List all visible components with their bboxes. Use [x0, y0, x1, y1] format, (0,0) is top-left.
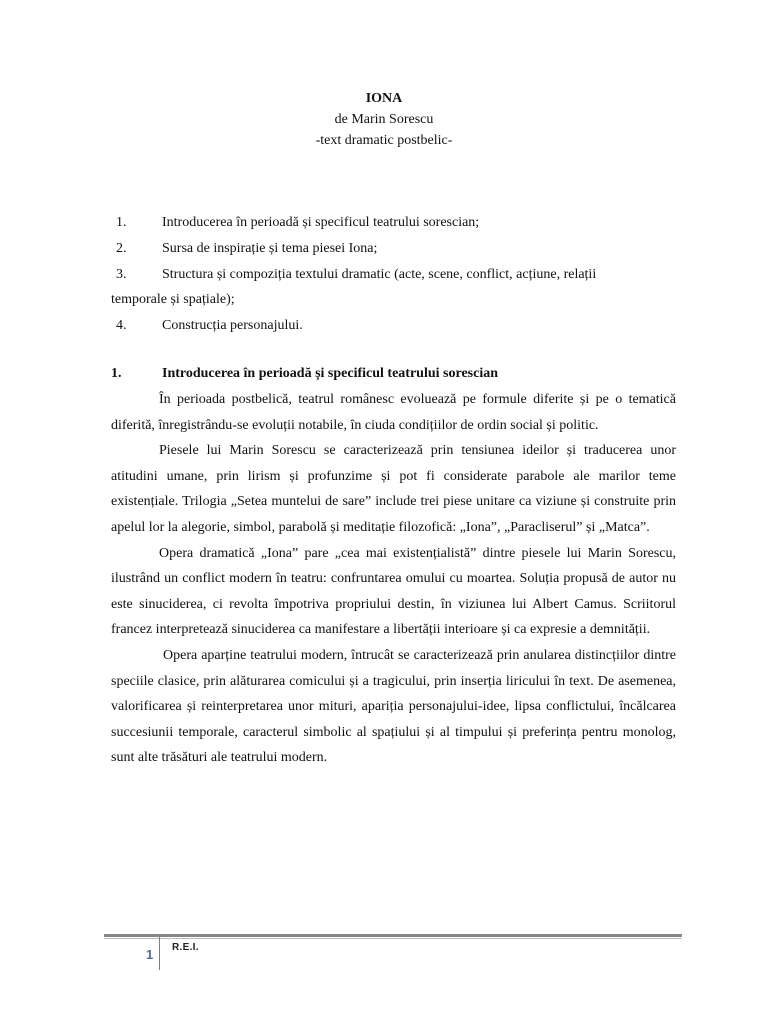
paragraph: Opera aparține teatrului modern, întrucât se caracterizează prin anularea distincțiilor dintre speciile clasice, prin alăturarea comicului și a tragicului, prin inserția liricului în text. De asemenea, valorificarea și reinterpretarea unor mituri, apariția personajului-idee, lipsa conflictului, încălcarea succesiunii temporale, caracterul simbolic al spațiului și al timpului și preferința pentru monolog, sunt alte trăsături ale teatrului modern. — [111, 647, 676, 766]
outline-item-text: Sursa de inspirație și tema piesei Iona; — [162, 241, 378, 256]
footer-divider-thin — [104, 938, 682, 939]
section-title: Introducerea în perioadă și specificul teatrului sorescian — [162, 366, 498, 381]
outline-item-number: 3. — [116, 267, 127, 282]
section-number: 1. — [111, 366, 122, 381]
outline-item-text: Structura și compoziția textului dramatic (acte, scene, conflict, acțiune, relații — [162, 267, 597, 282]
outline-item-continuation: temporale și spațiale); — [111, 292, 235, 307]
outline-item — [111, 236, 676, 262]
document-author: de Marin Sorescu — [334, 112, 434, 127]
outline-item-number: 2. — [116, 241, 127, 256]
section-1 — [111, 364, 676, 771]
paragraph: Opera dramatică „Iona” pare „cea mai existențialistă” dintre piesele lui Marin Sorescu, ilustrând un conflict modern în teatru: confruntarea omului cu moartea. Soluția propusă de autor nu este sinuciderea, ci revolta împotriva propriului destin, în viziunea lui Albert Camus. Scriitorul francez interpretează sinuciderea ca manifestare a libertății interioare și ca expresie a demnității. — [111, 545, 676, 638]
footer-divider — [104, 934, 682, 937]
outline-list — [111, 210, 676, 339]
outline-item-text: Construcția personajului. — [162, 318, 303, 333]
outline-item-number: 4. — [116, 318, 127, 333]
footer-label: R.E.I. — [172, 942, 199, 953]
document-genre: -text dramatic postbelic- — [315, 133, 453, 148]
section-heading — [111, 364, 676, 384]
outline-item — [111, 262, 676, 313]
outline-item — [111, 210, 676, 236]
outline-item-number: 1. — [116, 215, 127, 230]
paragraph: Piesele lui Marin Sorescu se caracterizează prin tensiunea ideilor și traducerea unor atitudini umane, prin lirism și profunzime și pot fi considerate parabole ale marilor teme existențiale. Trilogia „Setea muntelui de sare” include trei piese unitare ca viziune și construite prin apelul lor la alegorie, simbol, parabolă și meditație filozofică: „Iona”, „Paracliserul” și „Matca”. — [111, 443, 676, 535]
document-title: IONA — [365, 91, 403, 106]
paragraph: În perioada postbelică, teatrul românesc evoluează pe formule diferite și pe o tematică diferită, înregistrându-se evoluții notabile, în ciuda condițiilor de ordin social și politic. — [111, 392, 676, 433]
outline-item — [111, 313, 676, 339]
outline-item-text: Introducerea în perioadă și specificul teatrului sorescian; — [162, 215, 480, 230]
page-number: 1 — [146, 947, 154, 962]
page-footer — [104, 930, 682, 970]
title-block — [0, 88, 768, 151]
